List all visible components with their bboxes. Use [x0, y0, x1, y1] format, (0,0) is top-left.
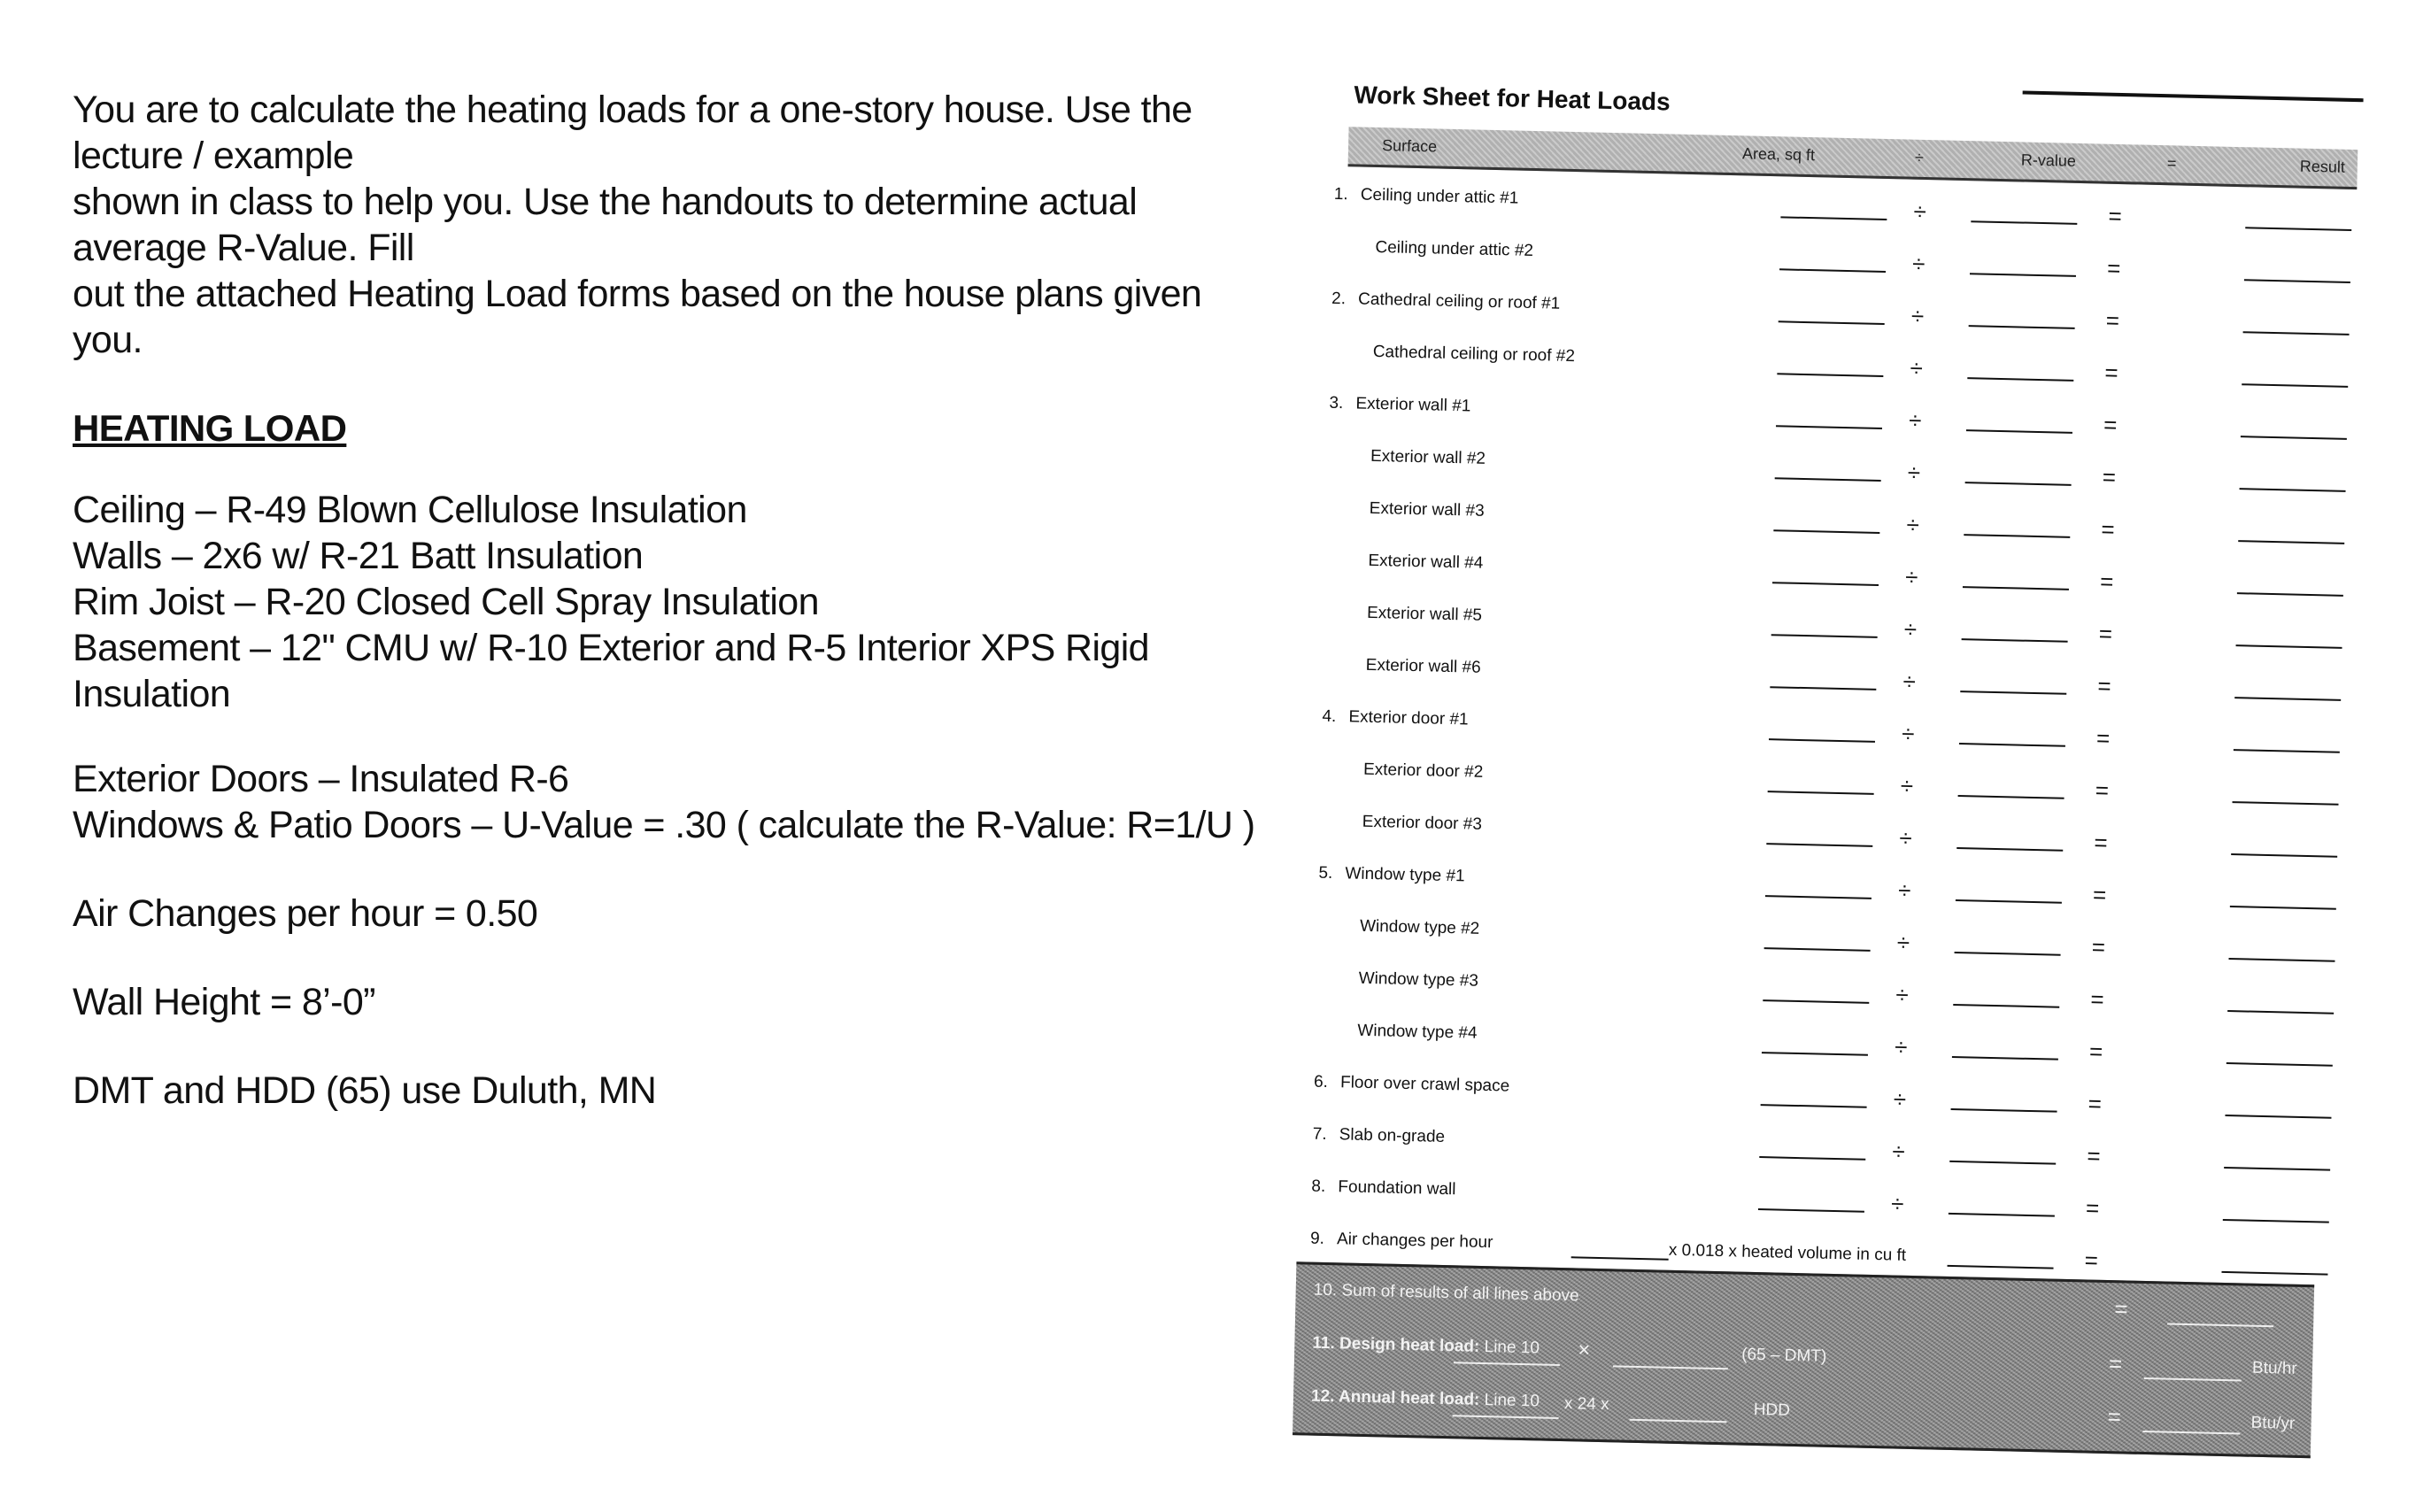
equals-sign: =: [2102, 463, 2117, 490]
line-12-line10-field[interactable]: [1453, 1415, 1559, 1419]
area-field[interactable]: [1772, 582, 1879, 586]
line-12-factor: HDD: [1753, 1400, 1791, 1420]
row-number: [1339, 669, 1366, 670]
result-field[interactable]: [2227, 1010, 2334, 1014]
area-field[interactable]: [1779, 268, 1886, 273]
divide-sign: ÷: [1910, 302, 1925, 330]
result-field[interactable]: [2242, 383, 2348, 388]
result-field[interactable]: [2236, 644, 2342, 649]
equals-sign: =: [2105, 306, 2120, 335]
divide-sign: ÷: [1908, 406, 1922, 434]
spec-basement: Basement – 12" CMU w/ R-10 Exterior and R-5 Interior XPS Rigid Insulation: [73, 627, 1149, 715]
divide-sign: ÷: [1910, 354, 1924, 382]
row-label-text: Exterior wall #3: [1369, 498, 1485, 521]
row-number: 8.: [1311, 1176, 1326, 1196]
row-label-text: Exterior door #1: [1348, 707, 1469, 729]
row-label-text: Window type #2: [1359, 916, 1480, 938]
result-field[interactable]: [2233, 801, 2339, 806]
spec-exterior-doors: Exterior Doors – Insulated R-6: [73, 758, 569, 800]
header-divide: ÷: [1914, 148, 1925, 166]
area-field[interactable]: [1768, 791, 1874, 795]
spec-dmt-hdd: DMT and HDD (65) use Duluth, MN: [73, 1069, 657, 1112]
header-rvalue: R-value: [2020, 150, 2077, 170]
result-field[interactable]: [2223, 1219, 2329, 1223]
heated-volume-field[interactable]: [1948, 1265, 2054, 1269]
intro-paragraph: [73, 87, 1277, 363]
row-number: [1331, 1035, 1357, 1036]
row-label-text: Floor over crawl space: [1339, 1073, 1510, 1096]
line-11-line10-field[interactable]: [1454, 1362, 1560, 1366]
area-field[interactable]: [1771, 634, 1878, 638]
row-label-text: Exterior wall #6: [1365, 655, 1481, 677]
row-number: 9.: [1309, 1229, 1325, 1248]
row-label: [1314, 1073, 1510, 1097]
area-field[interactable]: [1766, 843, 1872, 847]
rvalue-field[interactable]: [1953, 1004, 2059, 1008]
equals-sign: =: [2085, 1194, 2100, 1222]
line-10-label: 10. Sum of results of all lines above: [1313, 1280, 1579, 1306]
rvalue-field[interactable]: [1966, 429, 2072, 434]
row-label-text: Cathedral ceiling or roof #2: [1372, 342, 1576, 366]
line-12-hdd-field[interactable]: [1630, 1419, 1727, 1423]
rvalue-field[interactable]: [1963, 586, 2069, 590]
line-11-equals: =: [2108, 1350, 2123, 1377]
result-field[interactable]: [2244, 279, 2350, 283]
result-field[interactable]: [2226, 1062, 2333, 1067]
line-11-result-field[interactable]: [2144, 1377, 2242, 1381]
intro-line: You are to calculate the heating loads for a one-story house. Use the lecture / example: [73, 89, 1192, 177]
spec-wall-height: Wall Height = 8’-0”: [73, 981, 375, 1023]
equals-sign: =: [2095, 724, 2111, 752]
air-changes-field[interactable]: [1571, 1256, 1669, 1260]
row-number: [1344, 460, 1370, 461]
equals-sign: =: [2098, 620, 2113, 647]
row-number: [1337, 774, 1363, 775]
line-11-ref: Line 10: [1484, 1338, 1540, 1358]
row-number: 6.: [1313, 1072, 1329, 1092]
line-10-equals: =: [2114, 1295, 2129, 1323]
row-label: [1331, 289, 1561, 314]
row-label: [1337, 760, 1484, 783]
row-label: [1311, 1177, 1456, 1200]
divide-sign: ÷: [1897, 876, 1911, 904]
line-10-result-field[interactable]: [2167, 1323, 2273, 1328]
row-number: 1.: [1333, 184, 1348, 204]
rvalue-field[interactable]: [1949, 1161, 2056, 1165]
row-label-text: Foundation wall: [1338, 1177, 1456, 1200]
equals-sign: =: [2097, 672, 2111, 699]
divide-sign: ÷: [1907, 459, 1921, 486]
divide-sign: ÷: [1903, 615, 1918, 643]
row-number: [1348, 251, 1375, 252]
row-number: 4.: [1322, 706, 1337, 727]
row-label-text: Exterior wall #1: [1355, 394, 1471, 416]
spec-rim-joist: Rim Joist – R-20 Closed Cell Spray Insulation: [73, 581, 819, 623]
rvalue-field[interactable]: [1962, 638, 2068, 643]
equals-sign: =: [2106, 254, 2121, 282]
equals-sign: =: [2104, 359, 2119, 387]
heated-volume-text: x 0.018 x heated volume in cu ft: [1668, 1240, 1907, 1265]
area-field[interactable]: [1761, 1104, 1867, 1108]
row-label: [1343, 498, 1485, 521]
row-number: [1332, 983, 1359, 984]
row-label: [1340, 603, 1482, 626]
row-label-text: Cathedral ceiling or roof #1: [1357, 289, 1561, 313]
divide-sign: ÷: [1913, 197, 1927, 226]
row-label-text: Slab on-grade: [1339, 1125, 1446, 1146]
area-field[interactable]: [1763, 999, 1869, 1004]
row-number: [1347, 356, 1373, 357]
rvalue-field[interactable]: [1970, 273, 2076, 277]
divide-sign: ÷: [1902, 667, 1917, 695]
row-label: [1332, 968, 1479, 991]
row-label: [1318, 864, 1465, 887]
divide-sign: ÷: [1900, 772, 1914, 799]
equals-sign: =: [2101, 515, 2116, 543]
equals-sign: =: [2088, 1038, 2103, 1065]
divide-sign: ÷: [1894, 1033, 1908, 1061]
row-number: 3.: [1329, 393, 1344, 413]
area-field[interactable]: [1765, 895, 1871, 899]
result-field[interactable]: [2241, 436, 2347, 440]
header-area: Area, sq ft: [1741, 144, 1816, 165]
area-field[interactable]: [1759, 1156, 1865, 1161]
row-label: [1339, 655, 1481, 678]
rvalue-field[interactable]: [1958, 795, 2064, 799]
line-12-label: 12. Annual heat load:: [1310, 1386, 1480, 1409]
row-label-text: Exterior wall #4: [1368, 551, 1484, 573]
result-field[interactable]: [2221, 1271, 2327, 1276]
area-field[interactable]: [1780, 216, 1887, 220]
heating-load-heading: HEATING LOAD: [73, 407, 347, 449]
worksheet-title: Work Sheet for Heat Loads: [1354, 81, 1671, 116]
rvalue-field[interactable]: [1955, 952, 2061, 956]
result-field[interactable]: [2225, 1115, 2331, 1119]
spec-walls: Walls – 2x6 w/ R-21 Batt Insulation: [73, 535, 644, 577]
intro-line: shown in class to help you. Use the handouts to determine actual average R-Value. Fill: [73, 181, 1138, 269]
row-label-text: Window type #3: [1358, 968, 1479, 991]
equals-sign: =: [2099, 567, 2114, 595]
row-label: [1341, 551, 1483, 574]
row-label: [1348, 237, 1533, 261]
line-11-label: 11. Design heat load:: [1312, 1333, 1480, 1356]
equals-sign: =: [2092, 881, 2107, 908]
row-label-text: Ceiling under attic #2: [1375, 237, 1534, 260]
divide-sign: ÷: [1911, 250, 1926, 278]
area-field[interactable]: [1775, 477, 1881, 482]
row-label: [1322, 707, 1469, 730]
spec-ceiling: Ceiling – R-49 Blown Cellulose Insulation: [73, 489, 747, 531]
row-label-text: Window type #1: [1345, 864, 1465, 886]
rvalue-field[interactable]: [1967, 377, 2073, 382]
line-12-unit: Btu/yr: [2250, 1413, 2296, 1433]
row-label: [1312, 1125, 1445, 1147]
row-label-text: Exterior wall #2: [1370, 446, 1486, 468]
equals-sign: =: [2095, 776, 2110, 804]
result-field[interactable]: [2234, 697, 2341, 701]
result-field[interactable]: [2231, 853, 2337, 858]
result-field[interactable]: [2234, 749, 2340, 753]
area-field[interactable]: [1776, 425, 1882, 429]
row-label: [1334, 185, 1519, 209]
spec-air-changes: Air Changes per hour = 0.50: [73, 892, 538, 935]
row-label-text: Ceiling under attic #1: [1360, 185, 1519, 208]
result-field[interactable]: [2240, 488, 2346, 492]
equals-sign: =: [2088, 1090, 2103, 1117]
divide-sign: ÷: [1893, 1085, 1907, 1113]
equals-sign: =: [2087, 1142, 2101, 1169]
line-11-factor-field[interactable]: [1613, 1365, 1728, 1369]
row-label: [1310, 1230, 1493, 1254]
row-label: [1344, 446, 1486, 469]
worksheet-rows: [1309, 180, 2352, 1300]
totals-bar: [1293, 1261, 2314, 1458]
row-number: [1336, 826, 1362, 827]
rvalue-field[interactable]: [1964, 534, 2070, 538]
equals-sign: =: [2108, 202, 2123, 230]
area-field[interactable]: [1764, 947, 1871, 952]
result-field[interactable]: [2245, 227, 2351, 231]
worksheet-header-bar: [1348, 127, 2358, 189]
result-field[interactable]: [2243, 331, 2350, 336]
row-number: 5.: [1318, 863, 1333, 883]
row-number: 2.: [1331, 289, 1347, 309]
line-11-multiply: ×: [1577, 1338, 1591, 1362]
line-12-equals: =: [2107, 1403, 2122, 1431]
rvalue-field[interactable]: [1971, 220, 2077, 225]
row-label: [1331, 1021, 1478, 1044]
rvalue-field[interactable]: [1960, 690, 2066, 695]
header-surface: Surface: [1381, 136, 1438, 156]
divide-sign: ÷: [1904, 563, 1918, 590]
line-12-result-field[interactable]: [2142, 1431, 2240, 1434]
area-field[interactable]: [1770, 686, 1876, 690]
intro-line: out the attached Heating Load forms based on the house plans given you.: [73, 273, 1202, 361]
rvalue-field[interactable]: [1956, 899, 2062, 904]
equals-sign: =: [2103, 411, 2118, 439]
equals-sign: =: [2090, 985, 2104, 1013]
top-rule: [2023, 90, 2364, 102]
line-12-multiply: x 24 x: [1563, 1394, 1609, 1415]
area-field[interactable]: [1779, 320, 1885, 325]
line-11-factor: (65 – DMT): [1740, 1345, 1827, 1366]
instructions-panel: [73, 87, 1277, 1114]
header-result: Result: [2299, 157, 2346, 176]
row-label: [1329, 394, 1470, 417]
divide-sign: ÷: [1901, 720, 1915, 747]
equals-sign: =: [2091, 933, 2106, 960]
line-12-ref: Line 10: [1484, 1391, 1540, 1411]
row-label-text: Exterior door #2: [1362, 760, 1484, 782]
result-field[interactable]: [2238, 540, 2344, 544]
area-field[interactable]: [1762, 1052, 1868, 1056]
equals-sign: =: [2084, 1246, 2099, 1274]
divide-sign: ÷: [1899, 824, 1913, 852]
area-field[interactable]: [1758, 1208, 1864, 1213]
area-field[interactable]: [1777, 373, 1883, 377]
divide-sign: ÷: [1895, 981, 1910, 1008]
equals-sign: =: [2094, 829, 2108, 856]
area-field[interactable]: [1769, 738, 1875, 743]
row-number: [1340, 617, 1367, 618]
rvalue-field[interactable]: [1952, 1056, 2058, 1061]
rvalue-field[interactable]: [1969, 325, 2075, 329]
row-label-text: Exterior wall #5: [1366, 603, 1483, 625]
divide-sign: ÷: [1896, 929, 1910, 956]
row-label-text: Window type #4: [1357, 1021, 1478, 1043]
result-field[interactable]: [2237, 592, 2343, 597]
row-number: [1333, 930, 1360, 931]
row-label: [1333, 916, 1480, 939]
rvalue-field[interactable]: [1949, 1213, 2055, 1217]
result-field[interactable]: [2230, 906, 2336, 910]
rvalue-field[interactable]: [1951, 1108, 2057, 1113]
spec-windows: Windows & Patio Doors – U-Value = .30 ( calculate the R-Value: R=1/U ): [73, 804, 1255, 846]
row-label: [1336, 812, 1483, 835]
row-label: [1347, 342, 1576, 366]
area-field[interactable]: [1773, 529, 1879, 534]
row-number: [1341, 565, 1368, 566]
row-label-text: Exterior door #3: [1362, 812, 1483, 834]
divide-sign: ÷: [1890, 1190, 1904, 1217]
divide-sign: ÷: [1906, 511, 1920, 538]
heat-load-worksheet: [1270, 71, 2364, 1476]
divide-sign: ÷: [1892, 1138, 1906, 1165]
rvalue-field[interactable]: [1956, 847, 2063, 852]
rvalue-field[interactable]: [1959, 743, 2065, 747]
row-label-text: Air changes per hour: [1336, 1230, 1493, 1253]
rvalue-field[interactable]: [1965, 482, 2072, 486]
header-equals: =: [2166, 154, 2177, 173]
row-number: 7.: [1312, 1124, 1327, 1144]
result-field[interactable]: [2224, 1167, 2330, 1171]
result-field[interactable]: [2228, 958, 2335, 962]
line-11-unit: Btu/hr: [2251, 1358, 2297, 1378]
